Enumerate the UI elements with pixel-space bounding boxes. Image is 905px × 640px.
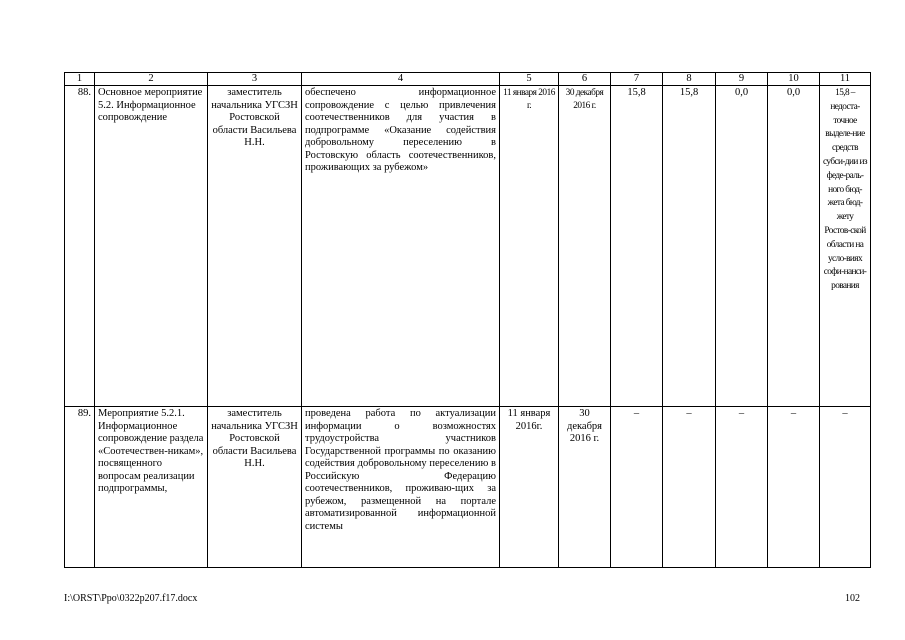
row-number: 88. xyxy=(65,86,95,407)
page-number: 102 xyxy=(845,593,860,604)
column-number: 2 xyxy=(95,73,208,86)
value-col-10: – xyxy=(768,407,820,568)
value-col-9: – xyxy=(716,407,768,568)
column-number: 3 xyxy=(208,73,302,86)
column-number: 1 xyxy=(65,73,95,86)
column-number: 11 xyxy=(820,73,871,86)
value-col-10: 0,0 xyxy=(768,86,820,407)
deviation-reason: – xyxy=(820,407,871,568)
activity-result: обеспечено информационное сопровождение с целью привлечения соотечественников для участия в подпрограмме «Оказание содействия добровольному переселению в Ростовскую область соотечественников, проживающих за рубежом» xyxy=(302,86,500,407)
responsible-person: заместитель начальника УГСЗН Ростовской области Васильева Н.Н. xyxy=(208,86,302,407)
column-number: 5 xyxy=(500,73,559,86)
footer-file-path: I:\ORST\Ppo\0322p207.f17.docx xyxy=(64,593,198,604)
activity-result: проведена работа по актуализации информации о возможностях трудоустройства участников Государственной программы по оказанию содействия добровольному переселению в Российскую Федерацию соотечественников, проживаю-щих за рубежом, размещенной на портале автоматизированной информационной системы xyxy=(302,407,500,568)
value-col-7: 15,8 xyxy=(611,86,663,407)
value-col-8: 15,8 xyxy=(663,86,716,407)
value-col-7: – xyxy=(611,407,663,568)
value-col-9: 0,0 xyxy=(716,86,768,407)
start-date: 11 января 2016г. xyxy=(500,407,559,568)
column-number: 9 xyxy=(716,73,768,86)
end-date: 30 декабря 2016 г. xyxy=(559,407,611,568)
row-number: 89. xyxy=(65,407,95,568)
column-number: 8 xyxy=(663,73,716,86)
column-number: 10 xyxy=(768,73,820,86)
activity-name: Основное мероприятие 5.2. Информационное сопровождение xyxy=(95,86,208,407)
report-table xyxy=(64,72,871,568)
start-date: 11 января 2016 г. xyxy=(500,86,559,407)
table-row xyxy=(65,86,871,407)
column-number: 6 xyxy=(559,73,611,86)
deviation-reason: 15,8 – недоста-точное выделе-ние средств субси-дии из феде-раль-ного бюд-жета бюд-жету Ростов-ской области на усло-виях софи-нанси-рования xyxy=(820,86,871,407)
column-number: 7 xyxy=(611,73,663,86)
responsible-person: заместитель начальника УГСЗН Ростовской области Васильева Н.Н. xyxy=(208,407,302,568)
activity-name: Мероприятие 5.2.1. Информационное сопровождение раздела «Соотечествен-никам», посвященного вопросам реализации подпрограммы, xyxy=(95,407,208,568)
value-col-8: – xyxy=(663,407,716,568)
column-number-row xyxy=(65,73,871,86)
table-row xyxy=(65,407,871,568)
end-date: 30 декабря 2016 г. xyxy=(559,86,611,407)
column-number: 4 xyxy=(302,73,500,86)
